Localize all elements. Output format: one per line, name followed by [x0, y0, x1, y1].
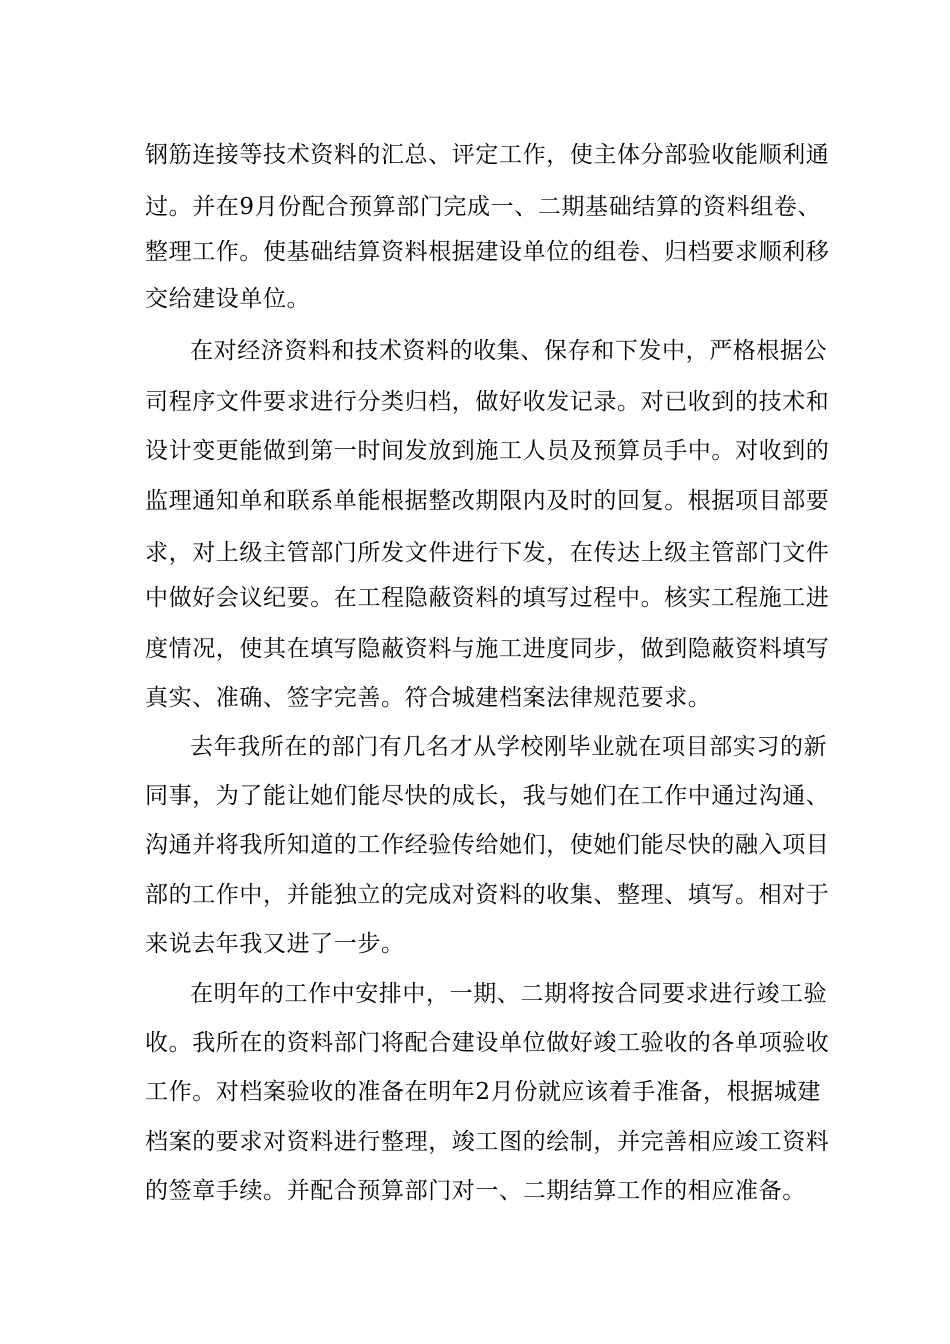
paragraph-2-line-3: 设计变更能做到第一时间发放到施工人员及预算员手中。对收到的	[145, 438, 830, 464]
paragraph-1-line-1: 钢筋连接等技术资料的汇总、评定工作，使主体分部验收能顺利通	[145, 142, 830, 168]
paragraph-1-line-4: 交给建设单位。	[145, 286, 311, 312]
paragraph-3-line-3: 沟通并将我所知道的工作经验传给她们，使她们能尽快的融入项目	[145, 832, 830, 858]
paragraph-4-line-3: 工作。对档案验收的准备在明年2月份就应该着手准备，根据城建	[145, 1079, 822, 1105]
paragraph-2-line-4: 监理通知单和联系单能根据整改期限内及时的回复。根据项目部要	[145, 488, 830, 514]
paragraph-3-line-5: 来说去年我又进了一步。	[145, 931, 405, 957]
paragraph-3-line-4: 部的工作中，并能独立的完成对资料的收集、整理、填写。相对于	[145, 882, 830, 908]
paragraph-3-line-2: 同事，为了能让她们能尽快的成长，我与她们在工作中通过沟通、	[145, 783, 830, 809]
paragraph-4-line-4: 档案的要求对资料进行整理，竣工图的绘制，并完善相应竣工资料	[145, 1129, 830, 1155]
paragraph-2-line-8: 真实、准确、签字完善。符合城建档案法律规范要求。	[145, 685, 712, 711]
paragraph-2-line-7: 度情况，使其在填写隐蔽资料与施工进度同步，做到隐蔽资料填写	[145, 636, 830, 662]
paragraph-4-line-5: 的签章手续。并配合预算部门对一、二期结算工作的相应准备。	[145, 1178, 806, 1204]
paragraph-2-line-5: 求，对上级主管部门所发文件进行下发，在传达上级主管部门文件	[145, 540, 830, 566]
paragraph-2-line-2: 司程序文件要求进行分类归档，做好收发记录。对已收到的技术和	[145, 389, 830, 415]
paragraph-3-line-1: 去年我所在的部门有几名才从学校刚毕业就在项目部实习的新	[190, 734, 828, 760]
paragraph-1-line-2: 过。并在9月份配合预算部门完成一、二期基础结算的资料组卷、	[145, 194, 822, 220]
paragraph-2-line-1: 在对经济资料和技术资料的收集、保存和下发中，严格根据公	[190, 338, 828, 364]
paragraph-2-line-6: 中做好会议纪要。在工程隐蔽资料的填写过程中。核实工程施工进	[145, 585, 830, 611]
paragraph-4-line-2: 收。我所在的资料部门将配合建设单位做好竣工验收的各单项验收	[145, 1030, 830, 1056]
paragraph-4-line-1: 在明年的工作中安排中，一期、二期将按合同要求进行竣工验	[190, 981, 828, 1007]
paragraph-1-line-3: 整理工作。使基础结算资料根据建设单位的组卷、归档要求顺利移	[145, 239, 830, 265]
